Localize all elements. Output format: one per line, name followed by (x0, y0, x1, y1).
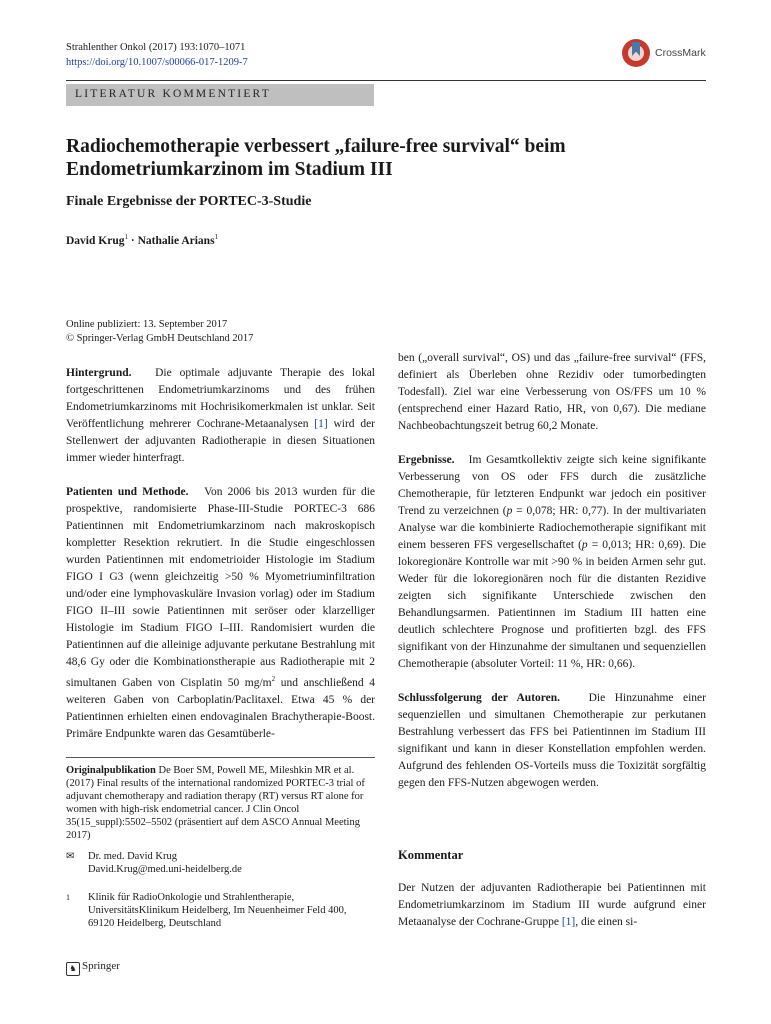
author-separator: · (127, 234, 138, 247)
journal-info (66, 40, 248, 70)
left-column (66, 365, 375, 760)
paragraph-text: und anschließend 4 weiteren Gaben von Carboplatin/Paclitaxel. Etwa 45 % der Patientinnen erhielten einen endovaginalen Brachytherapie-Boost. Primäre Endpunkte waren das Gesamtüberle- (66, 676, 375, 740)
springer-horse-icon: ♞ (66, 962, 80, 976)
paragraph-text: = 0,013; HR: 0,69). Die lokoregionäre Kontrolle war mit >90 % in beiden Armen sehr gut. Weder für die lokoregionären noch für die distanten Rezidive zeigten sich signifikante Unterschiede zwischen den Behandlungsarmen. Patientinnen im Stadium III hatten eine deutlich schlechtere Prognose und profitierten bzgl. des FFS signifikant von der Hinzunahme der simultanen und sequenziellen Chemotherapie (absoluter Vorteil: 11 %, HR: 0,66). (398, 539, 706, 670)
copyright: © Springer-Verlag GmbH Deutschland 2017 (66, 333, 254, 344)
publication-info (66, 318, 253, 346)
p-value-symbol: p (506, 505, 513, 517)
paragraph-text: Der Nutzen der adjuvanten Radiotherapie bei Patientinnen mit Endometriumkarzinom im Stadium III wurde aufgrund einer Metaanalyse der Cochrane-Gruppe (398, 882, 706, 928)
paragraph-heading: Hintergrund. (66, 367, 132, 379)
affiliation-text: Klinik für RadioOnkologie und Strahlentherapie, UniversitätsKlinikum Heidelberg, Im Neuenheimer Feld 400, 69120 Heidelberg, Deutschland (88, 892, 347, 929)
reference-link[interactable]: [1] (561, 916, 576, 928)
section-banner (66, 84, 374, 106)
doi-link[interactable]: https://doi.org/10.1007/s00066-017-1209-7 (66, 57, 248, 68)
kommentar-heading: Kommentar (398, 848, 464, 862)
paragraph-heading: Patienten und Methode. (66, 486, 189, 498)
kommentar-paragraph (398, 880, 706, 931)
paragraph-heading: Ergebnisse. (398, 454, 455, 466)
affiliation-number: 1 (66, 893, 70, 902)
original-publication (66, 764, 366, 842)
right-column (398, 350, 706, 809)
section-label: LITERATUR KOMMENTIERT (75, 88, 271, 100)
paragraph-conclusion (398, 690, 706, 792)
orig-label: Originalpublikation (66, 765, 156, 776)
online-date: Online publiziert: 13. September 2017 (66, 319, 228, 330)
publisher-name: Springer (82, 960, 120, 972)
journal-citation: Strahlenther Onkol (2017) 193:1070–1071 (66, 42, 246, 53)
author-line (66, 233, 218, 247)
article-subtitle: Finale Ergebnisse der PORTEC-3-Studie (66, 194, 312, 209)
corr-email[interactable]: David.Krug@med.uni-heidelberg.de (88, 864, 242, 875)
crossmark-label: CrossMark (655, 47, 706, 59)
affiliation-marker: 1 (124, 233, 128, 241)
publisher-footer (66, 960, 120, 976)
crossmark-badge[interactable] (622, 39, 712, 69)
paragraph-text: Im Gesamtkollektiv zeigte sich keine signifikante Verbesserung von OS oder FFS durch die zusätzliche Chemotherapie, für letzteren Endpunkt war jedoch ein positiver Trend zu verzeichnen ( (398, 454, 706, 517)
header-rule (66, 80, 706, 81)
paragraph-background (66, 365, 375, 467)
paragraph-methods (66, 484, 375, 743)
paragraph-continued: ben („overall survival“, OS) und das „failure-free survival“ (FFS, definiert als Überleben ohne Rezidiv oder tumorbedingten Todesfall). Ziel war eine Verbesserung von OS/FFS um 10 % (entsprechend einer Hazard Ratio, HR, von 0,67). Die mediane Nachbeobachtungszeit betrug 60,2 Monate. (398, 352, 706, 432)
superscript: 2 (271, 675, 276, 683)
reference-link[interactable]: [1] (314, 418, 328, 430)
paragraph-results (398, 452, 706, 673)
footnote-rule (66, 757, 375, 758)
article-title: Radiochemotherapie verbessert „failure-free survival“ beim Endometriumkarzinom im Stadium III (66, 136, 566, 180)
paragraph-text: Von 2006 bis 2013 wurden für die prospektive, randomisierte Phase-III-Studie PORTEC-3 686 Patientinnen mit Endometriumkarzinom nach makroskopisch kompletter Resektion rekrutiert. In die Studie eingeschlossen wurden Patientinnen mit endometrioider Histologie im Stadium FIGO I G3 (wenn gleichzeitig >50 % Myometriuminfiltration und/oder eine lymphovaskuläre Invasion vorlag) oder im Stadium FIGO II–III sowie Patientinnen mit seröser oder klarzelliger Histologie im Stadium FIGO I–III. Randomisiert wurden die Patientinnen auf die alleinige adjuvante perkutane Bestrahlung mit 48,6 Gy oder die Kombinationstherapie aus Radiotherapie mit 2 simultanen Gaben von Cisplatin 50 mg/m (66, 486, 375, 689)
paragraph-text: , die einen si- (575, 916, 638, 928)
paragraph-text: wird der Stellenwert der adjuvanten Radiotherapie in diesen Situationen immer wieder hinterfragt. (66, 418, 376, 464)
affiliation-marker: 1 (214, 233, 219, 241)
paragraph-text: Die optimale adjuvante Therapie des lokal fortgeschrittenen Endometriumkarzinoms und des frühen Endometriumkarzinoms mit Hochrisikomerkmalen ist unklar. Seit Veröffentlichung mehrerer Cochrane-Metaanalysen (66, 367, 376, 430)
corr-name: Dr. med. David Krug (88, 851, 177, 862)
author-name: David Krug (66, 234, 125, 247)
author-name: Nathalie Arians (137, 234, 215, 247)
crossmark-icon (622, 39, 650, 67)
p-value-symbol: p (581, 539, 588, 551)
paragraph-text: = 0,078; HR: 0,77). In der multivariaten Analyse war die kombinierte Radiochemotherapie signifikant mit einem besseren FFS vergesellschaftet ( (398, 505, 706, 551)
paragraph-heading: Schlussfolgerung der Autoren. (398, 692, 561, 704)
paragraph-text: Die Hinzunahme einer sequenziellen und simultanen Chemotherapie zur perkutanen Bestrahlung verbessert das FFS bei Patientinnen im Stadium III signifikant und kann in dieser Konstellation empfohlen werden. Aufgrund des fehlenden OS-Vorteils muss die Toxizität sorgfältig gegen den FFS-Nutzen abgewogen werden. (398, 692, 706, 789)
orig-text: De Boer SM, Powell ME, Mileshkin MR et al. (2017) Final results of the international randomized PORTEC-3 trial of adjuvant chemotherapy and radiation therapy (RT) versus RT alone for women with high-risk endometrial cancer. J Clin Oncol 35(15_suppl):5502–5502 (präsentiert auf dem ASCO Annual Meeting 2017) (66, 765, 365, 841)
envelope-icon: ✉ (66, 851, 75, 862)
